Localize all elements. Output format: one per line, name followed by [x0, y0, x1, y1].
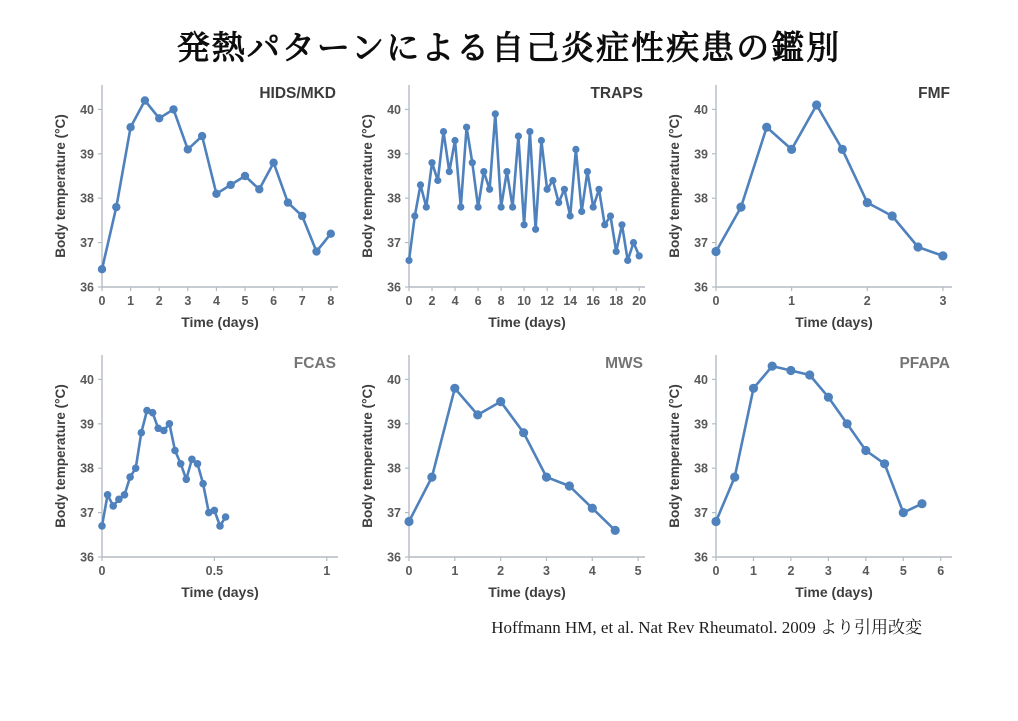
- x-axis-label: Time (days): [181, 314, 260, 330]
- chart-panel-pfapa: [666, 345, 966, 603]
- data-point-marker: [451, 137, 458, 144]
- x-tick-label: 0: [712, 564, 720, 578]
- chart-fcas: [52, 345, 352, 603]
- data-point-marker: [520, 221, 527, 228]
- x-tick-label: 16: [586, 294, 601, 308]
- x-tick-label: 1: [451, 564, 459, 578]
- data-point-marker: [217, 522, 225, 530]
- x-tick-label: 0: [405, 294, 413, 308]
- series-line: [409, 388, 615, 530]
- data-point-marker: [211, 507, 219, 515]
- data-point-marker: [767, 362, 776, 371]
- chart-pfapa: [666, 345, 966, 603]
- data-point-marker: [170, 105, 178, 113]
- y-tick-label: 37: [387, 506, 401, 521]
- data-point-marker: [411, 212, 418, 219]
- series-line: [716, 105, 943, 256]
- x-tick-label: 4: [862, 564, 869, 578]
- x-tick-label: 1: [127, 294, 135, 308]
- data-point-marker: [898, 508, 907, 517]
- data-point-marker: [434, 177, 441, 184]
- x-tick-label: 7: [299, 294, 307, 308]
- x-tick-label: 6: [270, 294, 278, 308]
- y-tick-label: 40: [387, 102, 401, 117]
- data-point-marker: [160, 427, 168, 435]
- data-point-marker: [567, 212, 574, 219]
- data-point-marker: [183, 476, 191, 484]
- x-tick-label: 5: [634, 564, 642, 578]
- data-point-marker: [636, 252, 643, 259]
- data-point-marker: [913, 242, 922, 251]
- y-axis-label: Body temperature (°C): [359, 384, 375, 528]
- x-tick-label: 6: [474, 294, 482, 308]
- data-point-marker: [555, 199, 562, 206]
- x-tick-label: 3: [184, 294, 192, 308]
- x-tick-label: 1: [323, 564, 331, 578]
- data-point-marker: [141, 96, 149, 104]
- y-tick-label: 37: [387, 236, 401, 251]
- data-point-marker: [298, 212, 306, 220]
- y-tick-label: 39: [387, 417, 401, 432]
- data-point-marker: [284, 198, 292, 206]
- y-tick-label: 39: [80, 147, 95, 162]
- x-tick-label: 8: [497, 294, 505, 308]
- data-point-marker: [542, 473, 551, 482]
- data-point-marker: [837, 145, 846, 154]
- data-point-marker: [104, 491, 112, 499]
- data-point-marker: [166, 420, 174, 428]
- data-point-marker: [457, 204, 464, 211]
- y-tick-label: 40: [693, 102, 708, 117]
- data-point-marker: [270, 159, 278, 167]
- data-point-marker: [486, 186, 493, 193]
- x-tick-label: 12: [540, 294, 555, 308]
- data-point-marker: [749, 384, 758, 393]
- chart-panel-hids-mkd: [52, 75, 352, 333]
- data-point-marker: [227, 181, 235, 189]
- data-point-marker: [241, 172, 249, 180]
- x-axis-label: Time (days): [794, 584, 873, 600]
- y-axis-label: Body temperature (°C): [53, 114, 69, 258]
- data-point-marker: [184, 145, 192, 153]
- data-point-marker: [823, 393, 832, 402]
- data-point-marker: [132, 464, 140, 472]
- y-tick-label: 38: [387, 461, 401, 476]
- data-point-marker: [590, 204, 597, 211]
- data-point-marker: [200, 480, 208, 488]
- y-tick-label: 39: [80, 417, 95, 432]
- data-point-marker: [473, 410, 482, 419]
- data-point-marker: [588, 504, 597, 513]
- citation: Hoffmann HM, et al. Nat Rev Rheumatol. 2009 より引用改変: [491, 618, 922, 637]
- data-point-marker: [595, 186, 602, 193]
- chart-mws: [359, 345, 659, 603]
- y-tick-label: 36: [387, 280, 401, 295]
- data-point-marker: [538, 137, 545, 144]
- y-tick-label: 37: [693, 506, 708, 521]
- chart-title: TRAPS: [590, 85, 643, 102]
- data-point-marker: [812, 100, 821, 109]
- y-tick-label: 36: [80, 550, 95, 565]
- series-line: [716, 366, 922, 521]
- chart-fmf: [666, 75, 966, 333]
- data-point-marker: [112, 203, 120, 211]
- series-line: [102, 101, 331, 270]
- data-point-marker: [578, 208, 585, 215]
- page-title: 発熱パターンによる自己炎症性疾患の鑑別: [176, 28, 842, 67]
- data-point-marker: [198, 132, 206, 140]
- y-tick-label: 40: [80, 372, 95, 387]
- data-point-marker: [497, 204, 504, 211]
- data-point-marker: [736, 203, 745, 212]
- data-point-marker: [519, 428, 528, 437]
- data-point-marker: [630, 239, 637, 246]
- y-tick-label: 36: [387, 550, 401, 565]
- chart-title: FMF: [917, 85, 950, 102]
- data-point-marker: [805, 370, 814, 379]
- x-tick-label: 0: [98, 294, 106, 308]
- x-tick-label: 4: [451, 294, 459, 308]
- x-tick-label: 2: [863, 294, 871, 308]
- y-tick-label: 38: [387, 191, 401, 206]
- x-tick-label: 3: [542, 564, 550, 578]
- data-point-marker: [474, 204, 481, 211]
- data-point-marker: [549, 177, 556, 184]
- x-tick-label: 3: [824, 564, 832, 578]
- x-tick-label: 8: [327, 294, 335, 308]
- data-point-marker: [127, 473, 135, 481]
- y-tick-label: 40: [387, 372, 401, 387]
- chart-panel-fmf: [666, 75, 966, 333]
- data-point-marker: [405, 257, 412, 264]
- data-point-marker: [787, 145, 796, 154]
- data-point-marker: [509, 204, 516, 211]
- data-point-marker: [601, 221, 608, 228]
- chart-title: FCAS: [294, 355, 337, 372]
- data-point-marker: [428, 159, 435, 166]
- data-point-marker: [213, 190, 221, 198]
- x-axis-label: Time (days): [488, 584, 566, 600]
- x-axis-label: Time (days): [181, 584, 260, 600]
- data-point-marker: [492, 110, 499, 117]
- data-point-marker: [565, 481, 574, 490]
- x-tick-label: 0.5: [206, 564, 224, 578]
- data-point-marker: [404, 517, 413, 526]
- data-point-marker: [624, 257, 631, 264]
- y-tick-label: 36: [693, 550, 708, 565]
- x-tick-label: 10: [517, 294, 532, 308]
- chart-title: HIDS/MKD: [259, 85, 337, 102]
- data-point-marker: [711, 247, 720, 256]
- y-tick-label: 37: [693, 236, 708, 251]
- y-tick-label: 36: [80, 280, 95, 295]
- data-point-marker: [138, 429, 146, 437]
- y-tick-label: 38: [693, 191, 708, 206]
- data-point-marker: [255, 185, 263, 193]
- data-point-marker: [862, 198, 871, 207]
- y-tick-label: 38: [80, 191, 95, 206]
- data-point-marker: [880, 459, 889, 468]
- x-tick-label: 14: [563, 294, 578, 308]
- x-tick-label: 0: [405, 564, 413, 578]
- series-line: [409, 114, 639, 261]
- y-tick-label: 37: [80, 236, 95, 251]
- x-axis-label: Time (days): [488, 314, 566, 330]
- y-tick-label: 37: [80, 506, 95, 521]
- x-tick-label: 4: [588, 564, 596, 578]
- data-point-marker: [572, 146, 579, 153]
- x-tick-label: 20: [632, 294, 647, 308]
- data-point-marker: [861, 446, 870, 455]
- data-point-marker: [917, 499, 926, 508]
- data-point-marker: [938, 251, 947, 260]
- y-tick-label: 36: [693, 280, 708, 295]
- data-point-marker: [584, 168, 591, 175]
- data-point-marker: [786, 366, 795, 375]
- data-point-marker: [762, 123, 771, 132]
- y-tick-label: 40: [80, 102, 95, 117]
- data-point-marker: [613, 248, 620, 255]
- y-axis-label: Body temperature (°C): [53, 384, 69, 528]
- data-point-marker: [526, 128, 533, 135]
- chart-title: MWS: [605, 355, 643, 372]
- data-point-marker: [469, 159, 476, 166]
- data-point-marker: [532, 226, 539, 233]
- data-point-marker: [110, 502, 118, 510]
- y-tick-label: 39: [693, 417, 708, 432]
- x-tick-label: 2: [428, 294, 436, 308]
- x-tick-label: 3: [939, 294, 947, 308]
- data-point-marker: [496, 397, 505, 406]
- y-tick-label: 38: [80, 461, 95, 476]
- x-tick-label: 1: [749, 564, 757, 578]
- data-point-marker: [194, 460, 202, 468]
- data-point-marker: [99, 522, 107, 530]
- data-point-marker: [450, 384, 459, 393]
- y-tick-label: 39: [693, 147, 708, 162]
- x-axis-label: Time (days): [794, 314, 873, 330]
- data-point-marker: [172, 447, 180, 455]
- data-point-marker: [611, 526, 620, 535]
- data-point-marker: [149, 409, 157, 417]
- data-point-marker: [515, 133, 522, 140]
- data-point-marker: [427, 473, 436, 482]
- y-tick-label: 40: [693, 372, 708, 387]
- x-tick-label: 2: [497, 564, 505, 578]
- data-point-marker: [503, 168, 510, 175]
- data-point-marker: [177, 460, 185, 468]
- data-point-marker: [440, 128, 447, 135]
- x-tick-label: 18: [609, 294, 624, 308]
- data-point-marker: [121, 491, 129, 499]
- data-point-marker: [887, 211, 896, 220]
- y-axis-label: Body temperature (°C): [666, 384, 682, 528]
- x-tick-label: 2: [787, 564, 795, 578]
- slide: [0, 22, 1018, 721]
- data-point-marker: [446, 168, 453, 175]
- chart-title: PFAPA: [899, 355, 950, 372]
- data-point-marker: [543, 186, 550, 193]
- x-tick-label: 0: [712, 294, 720, 308]
- data-point-marker: [327, 230, 335, 238]
- chart-traps: [359, 75, 659, 333]
- data-point-marker: [417, 181, 424, 188]
- data-point-marker: [618, 221, 625, 228]
- x-tick-label: 6: [936, 564, 944, 578]
- data-point-marker: [222, 513, 230, 521]
- y-axis-label: Body temperature (°C): [666, 114, 682, 258]
- chart-panel-fcas: [52, 345, 352, 603]
- data-point-marker: [155, 114, 163, 122]
- x-tick-label: 5: [241, 294, 249, 308]
- x-tick-label: 1: [787, 294, 795, 308]
- x-tick-label: 0: [98, 564, 106, 578]
- data-point-marker: [561, 186, 568, 193]
- chart-panel-mws: [359, 345, 659, 603]
- x-tick-label: 2: [156, 294, 164, 308]
- data-point-marker: [711, 517, 720, 526]
- data-point-marker: [98, 265, 106, 273]
- data-point-marker: [423, 204, 430, 211]
- chart-panel-traps: [359, 75, 659, 333]
- chart-hids-mkd: [52, 75, 352, 333]
- data-point-marker: [607, 212, 614, 219]
- data-point-marker: [480, 168, 487, 175]
- data-point-marker: [842, 419, 851, 428]
- data-point-marker: [127, 123, 135, 131]
- data-point-marker: [730, 473, 739, 482]
- y-tick-label: 39: [387, 147, 401, 162]
- data-point-marker: [463, 124, 470, 131]
- data-point-marker: [313, 247, 321, 255]
- x-tick-label: 5: [899, 564, 907, 578]
- y-axis-label: Body temperature (°C): [359, 114, 375, 258]
- y-tick-label: 38: [693, 461, 708, 476]
- charts-grid: [49, 75, 969, 603]
- x-tick-label: 4: [213, 294, 221, 308]
